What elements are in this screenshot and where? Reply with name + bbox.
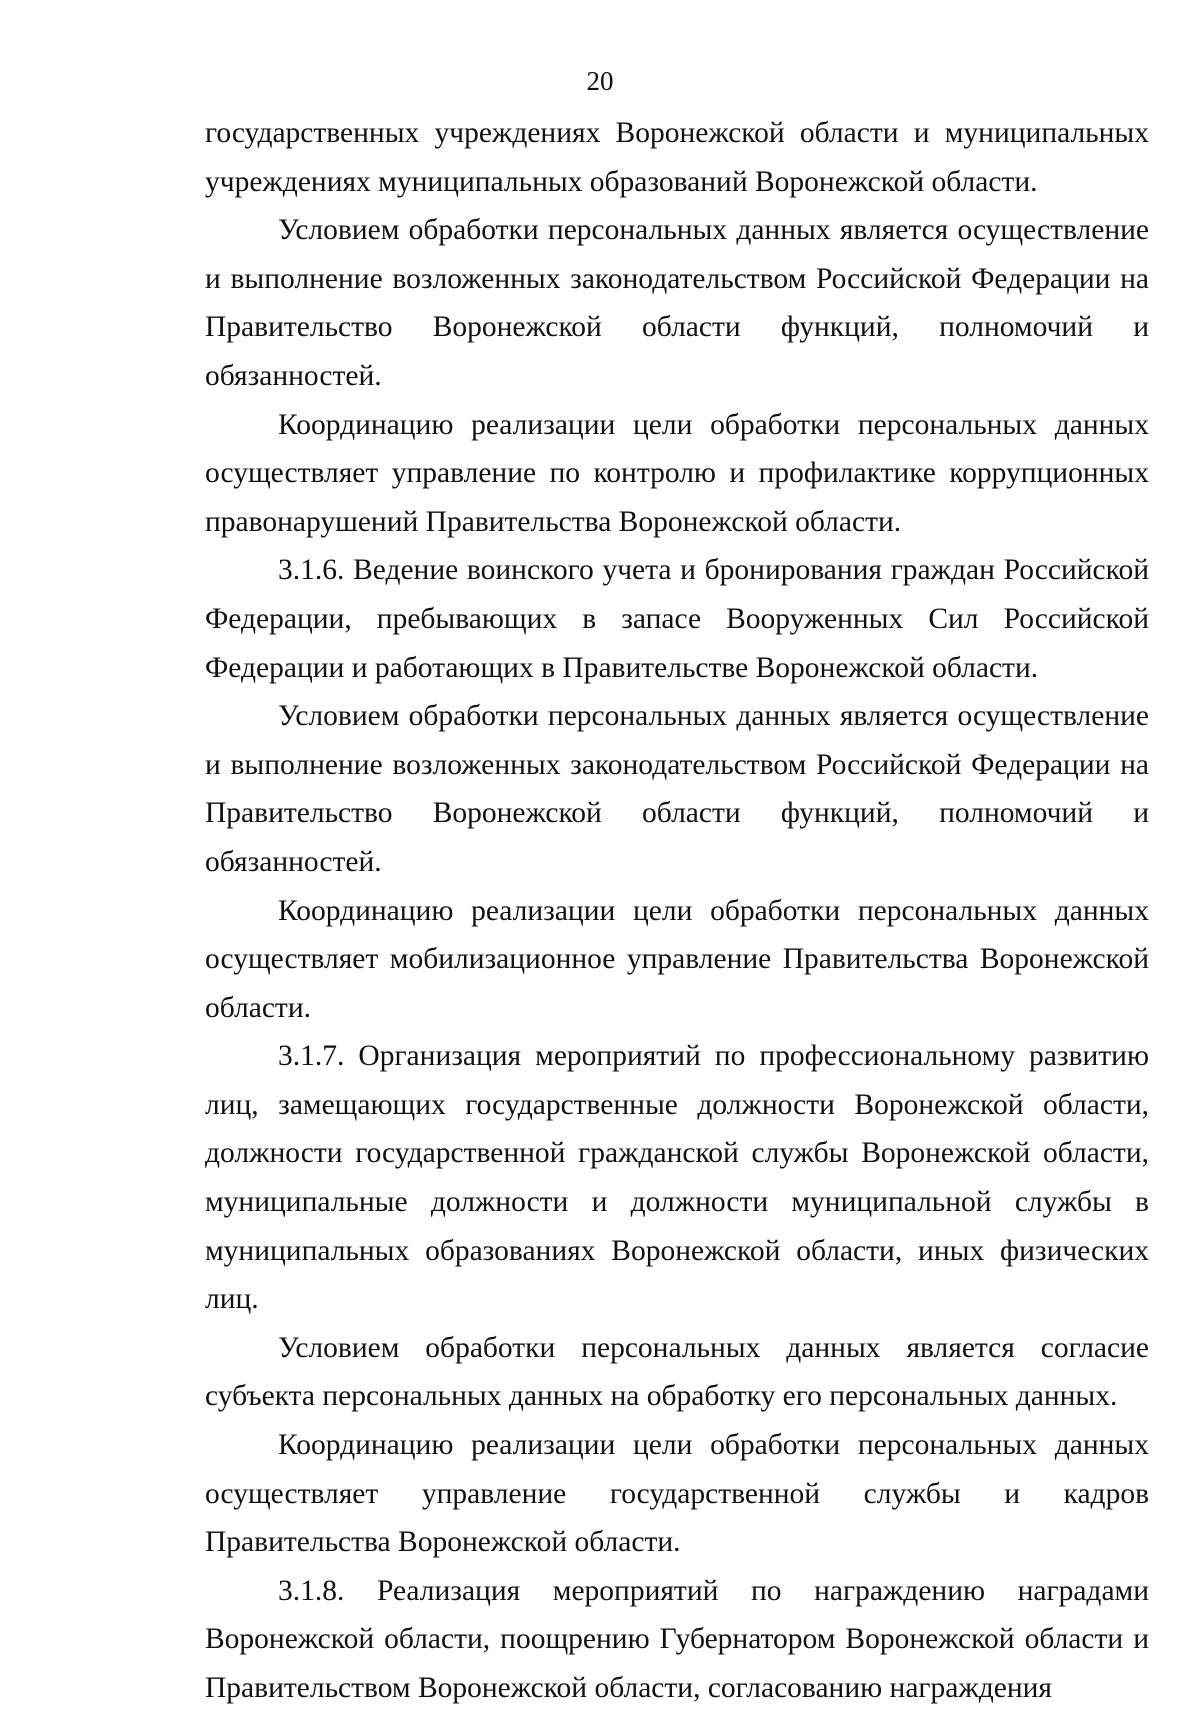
page-number: 20 xyxy=(586,66,614,96)
paragraph-coordination: Координацию реализации цели обработки персональных данных осуществляет управление государственной службы и кадров Правительства Воронежской области. xyxy=(205,1429,1149,1559)
paragraph-processing-condition: Условием обработки персональных данных является осуществление и выполнение возложенных законодательством Российской Федерации на Правительство Воронежской области функций, полномочий и обязанностей. xyxy=(205,214,1149,392)
paragraph-coordination: Координацию реализации цели обработки персональных данных осуществляет управление по контролю и профилактике коррупционных правонарушений Правительства Воронежской области. xyxy=(205,408,1149,538)
paragraph-processing-condition: Условием обработки персональных данных является согласие субъекта персональных данных на обработку его персональных данных. xyxy=(205,1331,1149,1413)
paragraph-item-3-1-6: 3.1.6. Ведение воинского учета и бронирования граждан Российской Федерации, пребывающих в запасе Вооруженных Сил Российской Федерации и работающих в Правительстве Воронежской области. xyxy=(205,554,1149,684)
document-body xyxy=(205,109,1149,1713)
paragraph-coordination: Координацию реализации цели обработки персональных данных осуществляет мобилизационное управление Правительства Воронежской области. xyxy=(205,894,1149,1024)
paragraph-item-3-1-7: 3.1.7. Организация мероприятий по профессиональному развитию лиц, замещающих государственные должности Воронежской области, должности государственной гражданской службы Воронежской области, муниципальные должности и должности муниципальной службы в муниципальных образованиях Воронежской области, иных физических лиц. xyxy=(205,1040,1149,1316)
paragraph-item-3-1-8: 3.1.8. Реализация мероприятий по награждению наградами Воронежской области, поощрению Губернатором Воронежской области и Правительством Воронежской области, согласованию награждения xyxy=(205,1574,1149,1704)
paragraph-continuation: государственных учреждениях Воронежской области и муниципальных учреждениях муниципальных образований Воронежской области. xyxy=(205,117,1149,198)
paragraph-processing-condition: Условием обработки персональных данных является осуществление и выполнение возложенных законодательством Российской Федерации на Правительство Воронежской области функций, полномочий и обязанностей. xyxy=(205,700,1149,878)
